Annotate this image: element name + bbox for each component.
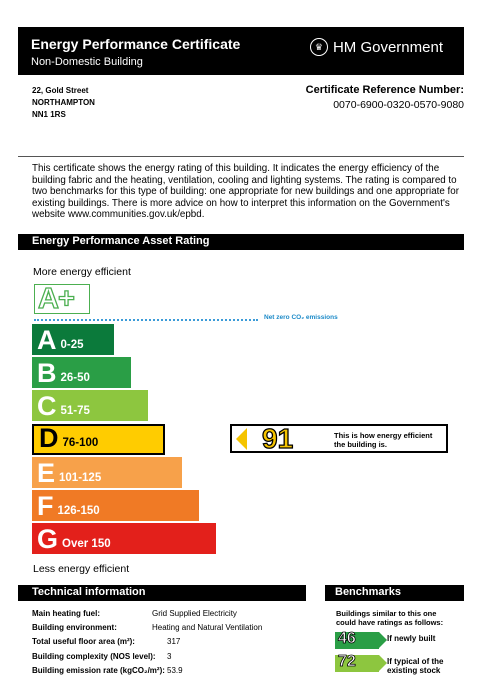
technical-label: Building complexity (NOS level):	[32, 652, 156, 661]
band-a-plus-letter: A+	[38, 283, 74, 315]
benchmarks-intro-line-1: Buildings similar to this one	[336, 609, 437, 618]
benchmark-label	[387, 634, 435, 643]
hm-government-logo	[310, 38, 443, 56]
asset-rating-title: Energy Performance Asset Rating	[32, 235, 210, 247]
technical-label: Building environment:	[32, 623, 117, 632]
benchmark-value: 72	[338, 653, 356, 670]
technical-label: Main heating fuel:	[32, 609, 100, 618]
certificate-title: Energy Performance Certificate	[31, 36, 241, 52]
rating-caption-line-2: the building is.	[334, 440, 387, 449]
band-range: Over 150	[62, 538, 111, 550]
technical-section-bar	[18, 585, 306, 601]
crest-icon: ♛	[310, 38, 328, 56]
benchmark-label-line-1: If typical of the	[387, 657, 444, 666]
technical-label: Building emission rate (kgCO₂/m²):	[32, 666, 165, 675]
band-letter: A	[37, 325, 57, 355]
certificate-header	[18, 27, 464, 75]
gov-label: HM Government	[332, 38, 443, 56]
band-g	[32, 523, 216, 554]
address-line-3: NN1 1RS	[32, 110, 66, 119]
less-efficient-label: Less energy efficient	[33, 563, 130, 575]
asset-rating-section-bar	[18, 234, 464, 250]
technical-value: 317	[167, 637, 181, 646]
benchmark-label	[387, 657, 443, 675]
technical-value: 53.9	[167, 666, 183, 675]
rating-caption	[334, 431, 432, 449]
band-e	[32, 457, 182, 488]
benchmarks-intro-line-2: could have ratings as follows:	[336, 618, 444, 627]
technical-title: Technical information	[32, 586, 146, 598]
technical-value: Heating and Natural Ventilation	[152, 623, 263, 632]
band-letter: C	[37, 391, 57, 421]
address-line-2: NORTHAMPTON	[32, 98, 95, 107]
band-a-plus	[34, 284, 90, 314]
benchmark-label-line-1: If newly built	[387, 634, 436, 643]
band-c	[32, 390, 148, 421]
band-letter: D	[39, 423, 59, 453]
benchmarks-intro	[336, 609, 466, 627]
certificate-ref-label: Certificate Reference Number:	[305, 84, 464, 96]
band-range: 126-150	[57, 505, 100, 517]
benchmark-arrow-icon	[379, 655, 387, 671]
band-b	[32, 357, 131, 388]
benchmarks-section-bar	[325, 585, 464, 601]
property-address	[32, 85, 95, 121]
rating-arrow-icon	[236, 428, 247, 450]
certificate-subtitle: Non-Domestic Building	[31, 56, 143, 68]
divider	[18, 156, 464, 157]
technical-value: Grid Supplied Electricity	[152, 609, 237, 618]
benchmark-arrow-icon	[379, 632, 387, 648]
band-f	[32, 490, 199, 521]
benchmark-value: 46	[338, 630, 356, 647]
band-d	[32, 424, 165, 455]
more-efficient-label: More energy efficient	[33, 266, 131, 278]
technical-value: 3	[167, 652, 172, 661]
address-line-1: 22, Gold Street	[32, 86, 89, 95]
band-range: 0-25	[60, 339, 84, 351]
band-range: 26-50	[60, 372, 90, 384]
benchmark-label-line-2: existing stock	[387, 666, 441, 675]
band-range: 51-75	[60, 405, 90, 417]
band-letter: F	[37, 491, 54, 521]
rating-indicator	[230, 424, 448, 453]
certificate-ref-number: 0070-6900-0320-0570-9080	[333, 99, 464, 111]
band-a	[32, 324, 114, 355]
band-range: 76-100	[62, 437, 99, 449]
band-letter: G	[37, 524, 59, 554]
intro-text: This certificate shows the energy rating of this building. It indicates the energy efficiency of the building fabric and the heating, ventilation, cooling and lighting systems. The rating is compared to two benchmarks for this type of building: one appropriate for new buildings and one appropriate for existing buildings. There is more advice on how to interpret this information on the Government's website www.communities.gov.uk/epbd.	[32, 163, 459, 221]
rating-caption-line-1: This is how energy efficient	[334, 431, 433, 440]
benchmark-value-box	[335, 655, 379, 672]
technical-label: Total useful floor area (m²):	[32, 637, 135, 646]
rating-value: 91	[262, 423, 294, 454]
band-range: 101-125	[59, 472, 102, 484]
net-zero-label: Net zero CO₂ emissions	[264, 314, 338, 321]
band-letter: E	[37, 458, 56, 488]
band-letter: B	[37, 358, 57, 388]
benchmarks-title: Benchmarks	[335, 586, 402, 598]
net-zero-line	[34, 319, 258, 321]
benchmark-value-box	[335, 632, 379, 649]
